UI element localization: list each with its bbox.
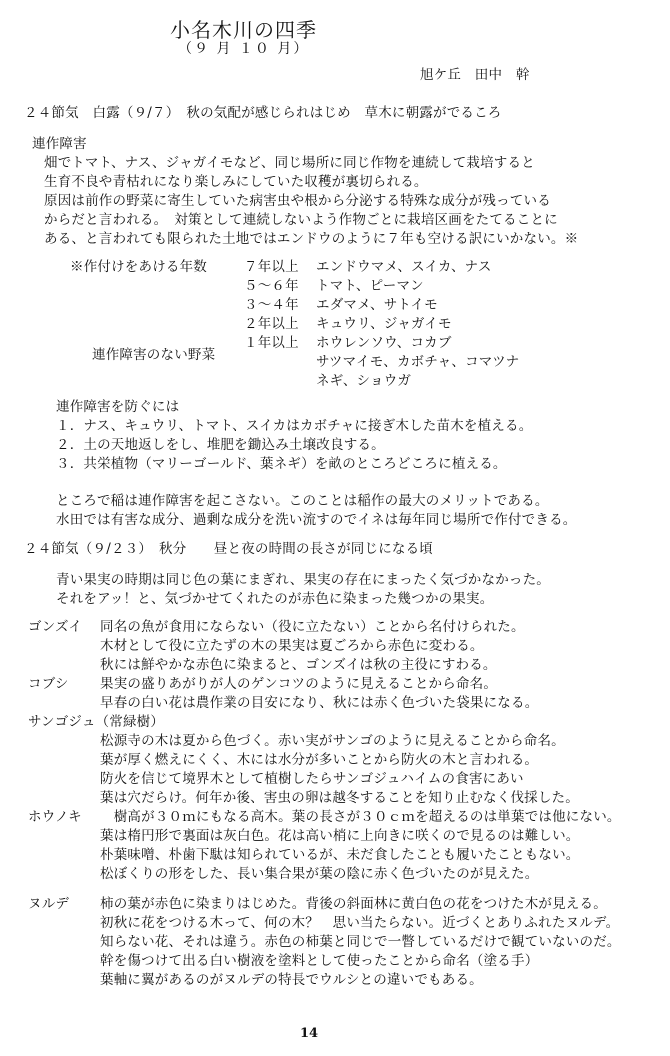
no-damage-label: 連作障害のない野菜 bbox=[92, 347, 216, 363]
prevent-item: １．ナス、キュウリ、トマト、スイカはカボチャに接ぎ木した苗木を植える。 bbox=[56, 418, 533, 434]
page-title: 小名木川の四季 bbox=[170, 18, 317, 42]
entry-line: 早春の白い花は農作業の目安になり、秋には赤く色づいた袋果になる。 bbox=[100, 695, 539, 711]
no-damage-crops: ネギ、ショウガ bbox=[316, 373, 412, 389]
section1-para-line: 畑でトマト、ナス、ジャガイモなど、同じ場所に同じ作物を連続して栽培すると bbox=[44, 155, 535, 171]
entry-line: 朴葉味噌、朴歯下駄は知られているが、未だ食したことも履いたこともない。 bbox=[100, 847, 580, 863]
page-subtitle-date: （９ 月 １０ 月） bbox=[178, 41, 310, 57]
entry-line: 葉が厚く燃えにくく、木には水分が多いことから防火の木と言われる。 bbox=[100, 752, 539, 768]
entry-line: 果実の盛りあがりが人のゲンコツのように見えることから命名。 bbox=[100, 676, 498, 692]
entry-name: ゴンズイ bbox=[28, 619, 83, 635]
entry-line: 防火を信じて境界木として植樹したらサンゴジュハイムの食害にあい bbox=[100, 771, 524, 787]
entry-line: 同名の魚が食用にならない（役に立たない）ことから名付けられた。 bbox=[100, 619, 525, 635]
entry-line: 樹高が３０ｍにもなる高木。葉の長さが３０ｃｍを超えるのは単葉では他にない。 bbox=[100, 809, 621, 825]
entry-line: 知らない花、それは違う。赤色の柿葉と同じで一瞥しているだけで観ていないのだ。 bbox=[100, 934, 621, 950]
entry-line: 葉軸に翼があるのがヌルデの特長でウルシとの違いでもある。 bbox=[100, 972, 483, 988]
section1-para-line: からだと言われる。 対策として連続しないよう作物ごとに栽培区画をたてることに bbox=[44, 212, 558, 228]
entry-line: 初秋に花をつける木って、何の木？ 思い当たらない。近づくとありふれたヌルデ。 bbox=[100, 915, 620, 931]
prevent-item: ２．土の天地返しをし、堆肥を鋤込み土壌改良する。 bbox=[56, 437, 385, 453]
rotation-years: １年以上 bbox=[244, 335, 299, 351]
page-number: 14 bbox=[300, 1026, 319, 1041]
entry-name: コブシ bbox=[28, 676, 69, 692]
section1-topic: 連作障害 bbox=[32, 136, 87, 152]
rotation-crops: エンドウマメ、スイカ、ナス bbox=[316, 259, 492, 275]
rotation-crops: エダマメ、サトイモ bbox=[316, 297, 438, 313]
section2-heading: ２４節気（９/２３） 秋分 昼と夜の時間の長さが同じになる頃 bbox=[24, 541, 433, 557]
entry-line: 柿の葉が赤色に染まりはじめた。背後の斜面林に黄白色の花をつけた木が見える。 bbox=[100, 896, 607, 912]
entry-name: ホウノキ bbox=[28, 809, 82, 825]
entry-line: 木材として役に立たずの木の果実は夏ごろから赤色に変わる。 bbox=[100, 638, 484, 654]
entry-line: 秋には鮮やかな赤色に染まると、ゴンズイは秋の主役にすわる。 bbox=[100, 657, 497, 673]
no-damage-crops: サツマイモ、カボチャ、コマツナ bbox=[316, 354, 520, 370]
entry-name: ヌルデ bbox=[28, 896, 70, 912]
entry-name: サンゴジュ（常緑樹） bbox=[28, 714, 165, 730]
section1-heading: ２４節気 白露（９/７） 秋の気配が感じられはじめ 草木に朝露がでるころ bbox=[24, 105, 502, 121]
rotation-years: ２年以上 bbox=[244, 316, 299, 332]
section1-para-line: ある、と言われても限られた土地ではエンドウのように７年も空ける訳にいかない。※ bbox=[44, 231, 579, 247]
entry-line: 幹を傷つけて出る白い樹液を塗料として使ったことから命名（塗る手） bbox=[100, 953, 539, 969]
rotation-crops: キュウリ、ジャガイモ bbox=[316, 316, 452, 332]
rotation-years: ５～６年 bbox=[244, 278, 299, 294]
section1-para-line: 原因は前作の野菜に寄生していた病害虫や根から分泌する特殊な成分が残っている bbox=[44, 193, 551, 209]
entry-line: 松源寺の木は夏から色づく。赤い実がサンゴのように見えることから命名。 bbox=[100, 733, 565, 749]
rotation-crops: トマト、ピーマン bbox=[316, 278, 424, 294]
closing-line: ところで稲は連作障害を起こさない。このことは稲作の最大のメリットである。 bbox=[56, 493, 549, 509]
entry-line: 松ぼくりの形をした、長い集合果が葉の陰に赤く色づいたのが見えた。 bbox=[100, 866, 539, 882]
author: 旭ケ丘 田中 幹 bbox=[420, 67, 530, 83]
section1-para-line: 生育不良や青枯れになり楽しみにしていた収穫が裏切られる。 bbox=[44, 174, 428, 190]
entry-line: 葉は楕円形で裏面は灰白色。花は高い梢に上向きに咲くので見るのは難しい。 bbox=[100, 828, 580, 844]
prevent-label: 連作障害を防ぐには bbox=[56, 399, 180, 415]
entry-line: 葉は穴だらけ。何年か後、害虫の卵は越冬することを知り止むなく伐採した。 bbox=[100, 790, 579, 806]
rotation-label: ※作付けをあける年数 bbox=[70, 259, 207, 275]
section2-intro: 青い果実の時期は同じ色の葉にまぎれ、果実の存在にまったく気づかなかった。 bbox=[56, 572, 551, 588]
rotation-crops: ホウレンソウ、コカブ bbox=[316, 335, 452, 351]
rotation-years: ３～４年 bbox=[244, 297, 299, 313]
closing-line: 水田では有害な成分、過剰な成分を洗い流すのでイネは毎年同じ場所で作付できる。 bbox=[56, 512, 577, 528]
prevent-item: ３．共栄植物（マリーゴールド、葉ネギ）を畝のところどころに植える。 bbox=[56, 456, 507, 472]
section2-intro: それをアッ！と、気づかせてくれたのが赤色に染まった幾つかの果実。 bbox=[56, 591, 494, 607]
rotation-years: ７年以上 bbox=[244, 259, 299, 275]
